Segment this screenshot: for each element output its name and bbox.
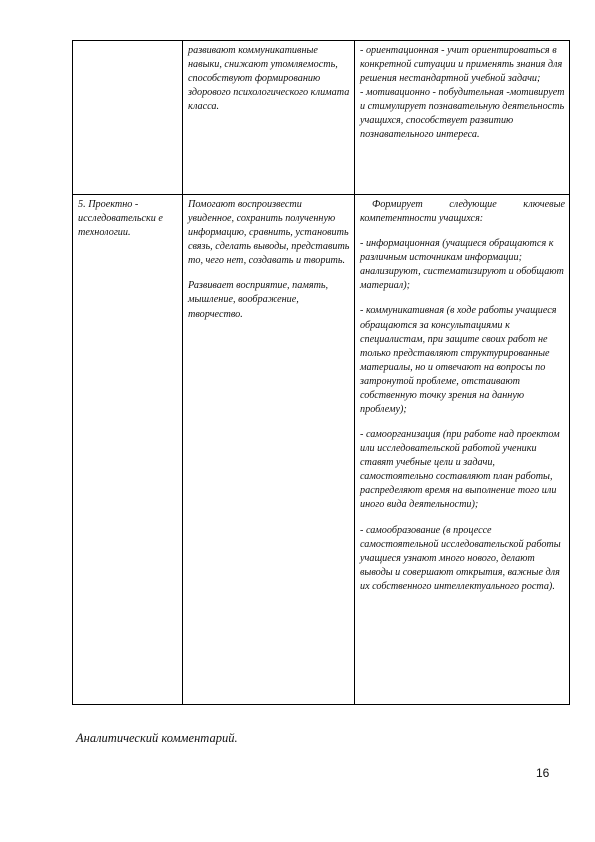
page-number: 16 [536, 766, 550, 780]
technology-name: 5. Проектно - исследовательски е технологии. [78, 199, 163, 239]
competency-item: - самообразование (в процессе самостоятельной исследовательской работы учащиеся узнают много нового, делают выводы и совершают открытия, важные для их собственного интеллектуального роста). [360, 524, 561, 592]
row2-col2-text: Развивает восприятие, память, мышление, воображение, творчество. [188, 280, 329, 320]
row1-col1-cell [73, 41, 183, 195]
competencies-intro: Формирует следующие ключевые компетентности учащихся: [360, 199, 565, 225]
table-row [73, 41, 570, 195]
row1-col3-item: - ориентационная - учит ориентироваться в конкретной ситуации и применять знания для решения нестандартной учебной задачи; [360, 45, 563, 85]
row1-col3-cell [355, 41, 570, 195]
competency-item: - коммуникативная (в ходе работы учащиеся обращаются за консультациями к специалистам, при защите своих работ не только представляют структурированные материалы, но и отвечают на вопросы по затронутой проблеме, отстаивают собственную точку зрения на данную проблему); [360, 305, 557, 416]
row2-col3-cell [355, 195, 570, 705]
row1-col2-cell [183, 41, 355, 195]
table-row [73, 195, 570, 705]
methods-table [72, 40, 570, 705]
row1-col2-text: развивают коммуникативные навыки, снижают утомляемость, способствуют формированию здорового психологического климата класса. [188, 45, 350, 113]
row2-col2-cell [183, 195, 355, 705]
row1-col3-item: - мотивационно - побудительная -мотивирует и стимулирует познавательную деятельность учащихся, способствует развитию познавательного интереса. [360, 87, 565, 141]
competency-item: - информационная (учащиеся обращаются к различным источникам информации; анализируют, систематизируют и обобщают материал); [360, 238, 564, 292]
competency-item: - самоорганизация (при работе над проектом или исследовательской работой ученики ставят учебные цели и задачи, самостоятельно составляют план работы, распределяют время на выполнение того или иного вида деятельности); [360, 429, 560, 511]
analytical-comment-heading: Аналитический комментарий. [76, 731, 238, 745]
row2-col1-cell [73, 195, 183, 705]
row2-col2-text: Помогают воспроизвести увиденное, сохранить полученную информацию, сравнить, установить связь, сделать выводы, представить то, чего нет, создавать и творить. [188, 199, 350, 267]
